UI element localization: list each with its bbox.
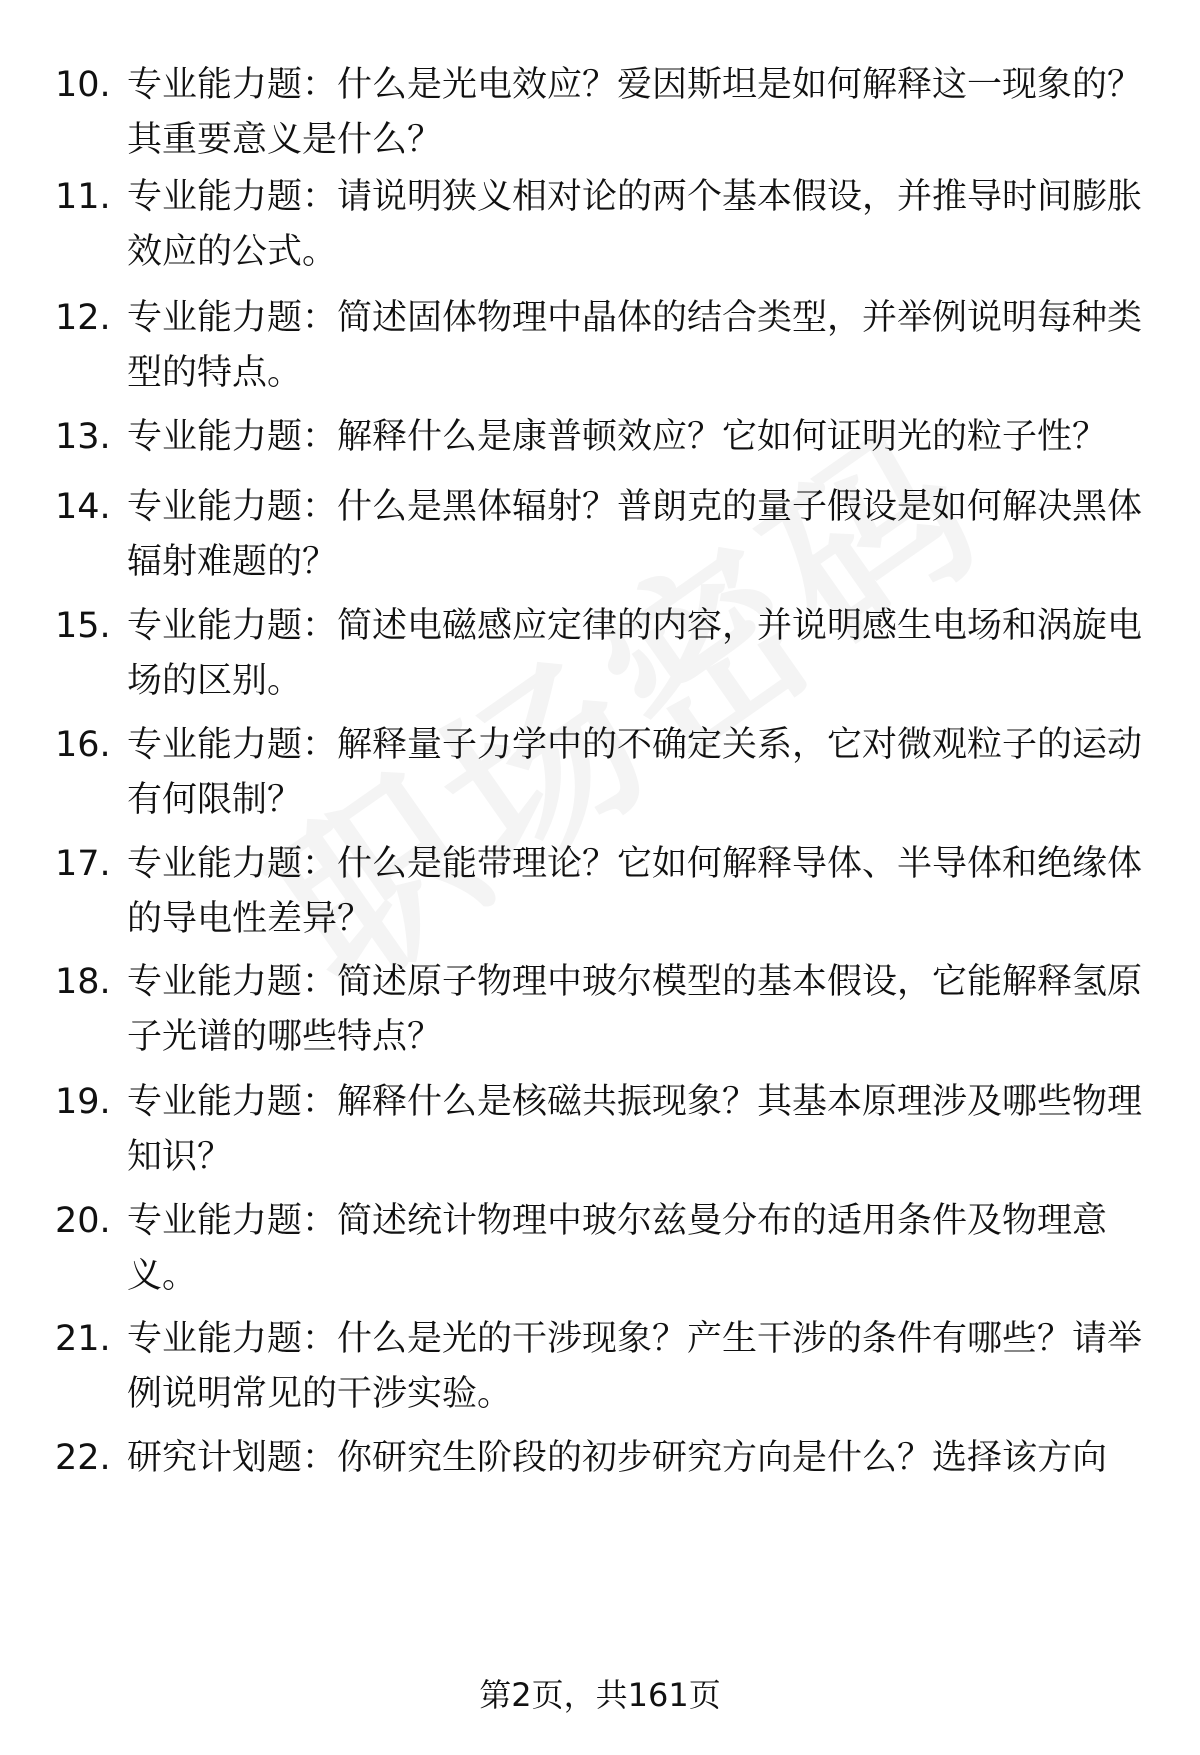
item-number: 12. [55,298,111,338]
item-text: 专业能力题：什么是光的干涉现象？产生干涉的条件有哪些？请举例说明常见的干涉实验。 [127,1319,1143,1414]
item-text: 专业能力题：请说明狭义相对论的两个基本假设，并推导时间膨胀效应的公式。 [127,177,1143,272]
item-number: 11. [55,177,111,217]
item-text: 专业能力题：解释什么是核磁共振现象？其基本原理涉及哪些物理知识？ [127,1082,1143,1177]
item-number: 14. [55,487,111,527]
item-number: 17. [55,844,111,884]
item-text: 专业能力题：简述原子物理中玻尔模型的基本假设，它能解释氢原子光谱的哪些特点？ [127,962,1143,1057]
item-text: 专业能力题：什么是光电效应？爱因斯坦是如何解释这一现象的？其重要意义是什么？ [127,65,1143,160]
item-number: 16. [55,725,111,765]
item-text: 专业能力题：简述固体物理中晶体的结合类型，并举例说明每种类型的特点。 [127,298,1143,393]
item-number: 19. [55,1082,111,1122]
item-number: 15. [55,606,111,646]
item-number: 20. [55,1201,111,1241]
item-number: 10. [55,65,111,105]
item-number: 18. [55,962,111,1002]
item-text: 研究计划题：你研究生阶段的初步研究方向是什么？选择该方向 [127,1438,1108,1478]
item-text: 专业能力题：简述电磁感应定律的内容，并说明感生电场和涡旋电场的区别。 [127,606,1143,701]
item-number: 13. [55,417,111,457]
item-text: 专业能力题：解释什么是康普顿效应？它如何证明光的粒子性？ [127,417,1108,457]
page-number-footer: 第2页，共161页 [479,1676,721,1714]
item-text: 专业能力题：简述统计物理中玻尔兹曼分布的适用条件及物理意义。 [127,1201,1108,1296]
item-number: 22. [55,1438,111,1478]
item-text: 专业能力题：解释量子力学中的不确定关系，它对微观粒子的运动有何限制？ [127,725,1143,820]
item-text: 专业能力题：什么是能带理论？它如何解释导体、半导体和绝缘体的导电性差异？ [127,844,1143,939]
item-text: 专业能力题：什么是黑体辐射？普朗克的量子假设是如何解决黑体辐射难题的？ [127,487,1143,582]
item-number: 21. [55,1319,111,1359]
